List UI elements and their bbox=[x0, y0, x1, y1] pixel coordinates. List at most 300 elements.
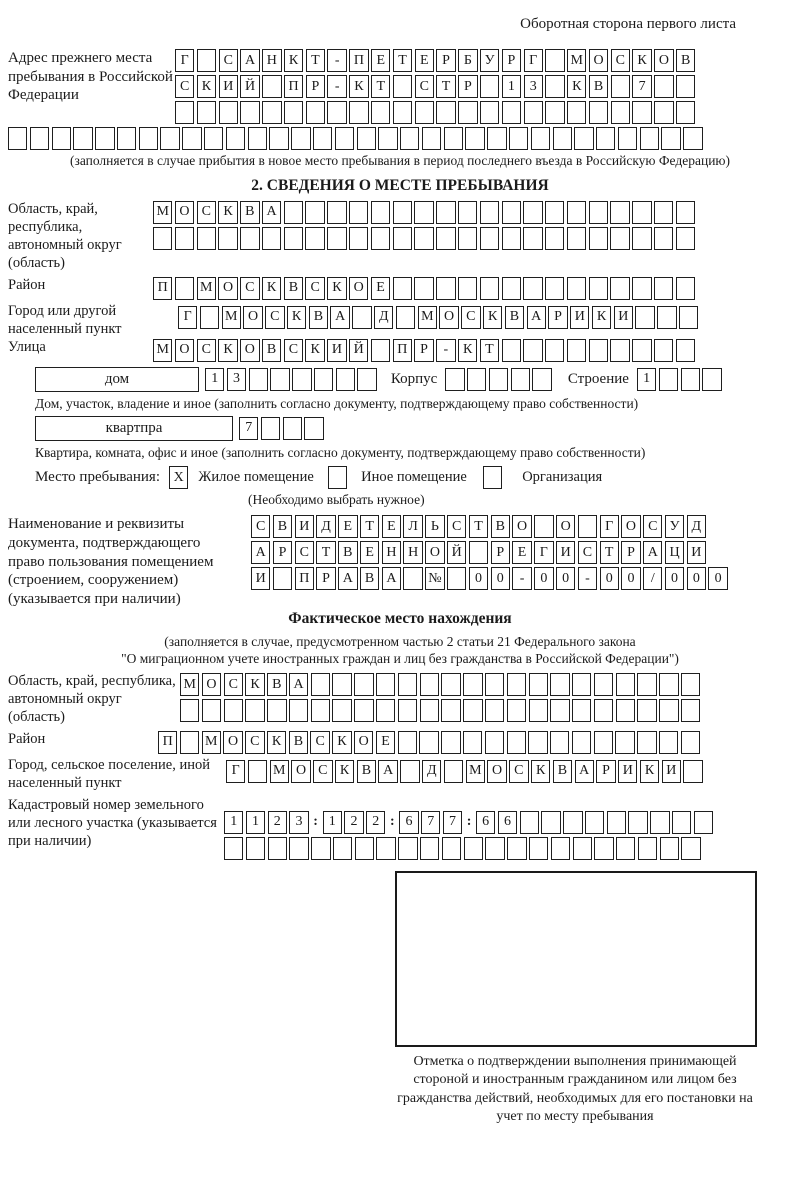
char-box[interactable]: Б bbox=[458, 49, 477, 72]
char-box[interactable] bbox=[336, 368, 355, 391]
char-box[interactable] bbox=[509, 127, 528, 150]
char-box[interactable] bbox=[327, 201, 346, 224]
char-box[interactable]: П bbox=[295, 567, 314, 590]
char-box[interactable] bbox=[585, 811, 604, 834]
char-box[interactable] bbox=[632, 339, 651, 362]
char-box[interactable] bbox=[371, 201, 390, 224]
char-box[interactable]: А bbox=[338, 567, 357, 590]
char-box[interactable] bbox=[393, 101, 412, 124]
char-box[interactable] bbox=[567, 339, 586, 362]
char-box[interactable]: С bbox=[310, 731, 329, 754]
char-box[interactable] bbox=[635, 306, 654, 329]
char-box[interactable]: С bbox=[219, 49, 238, 72]
char-box[interactable]: - bbox=[578, 567, 597, 590]
char-box[interactable]: Н bbox=[382, 541, 401, 564]
char-box[interactable] bbox=[327, 101, 346, 124]
char-box[interactable]: С bbox=[461, 306, 480, 329]
char-box[interactable]: О bbox=[439, 306, 458, 329]
char-box[interactable] bbox=[463, 699, 482, 722]
char-box[interactable]: И bbox=[570, 306, 589, 329]
char-box[interactable] bbox=[594, 837, 613, 860]
char-box[interactable] bbox=[240, 227, 259, 250]
char-box[interactable]: Т bbox=[436, 75, 455, 98]
char-box[interactable] bbox=[611, 75, 630, 98]
char-box[interactable]: Р bbox=[596, 760, 615, 783]
char-box[interactable] bbox=[610, 277, 629, 300]
char-box[interactable]: Р bbox=[316, 567, 335, 590]
char-box[interactable] bbox=[567, 201, 586, 224]
char-box[interactable] bbox=[594, 699, 613, 722]
char-box[interactable]: В bbox=[357, 760, 376, 783]
char-box[interactable]: К bbox=[287, 306, 306, 329]
char-box[interactable]: Т bbox=[306, 49, 325, 72]
char-box[interactable] bbox=[523, 277, 542, 300]
char-box[interactable] bbox=[659, 731, 678, 754]
char-box[interactable]: С bbox=[643, 515, 662, 538]
char-box[interactable]: С bbox=[578, 541, 597, 564]
char-box[interactable] bbox=[628, 811, 647, 834]
char-box[interactable] bbox=[676, 227, 695, 250]
char-box[interactable]: К bbox=[218, 201, 237, 224]
char-box[interactable] bbox=[618, 127, 637, 150]
char-box[interactable] bbox=[291, 127, 310, 150]
char-box[interactable]: 6 bbox=[399, 811, 418, 834]
char-box[interactable] bbox=[589, 201, 608, 224]
char-box[interactable]: Р bbox=[502, 49, 521, 72]
char-box[interactable]: К bbox=[640, 760, 659, 783]
char-box[interactable] bbox=[640, 127, 659, 150]
char-box[interactable]: А bbox=[378, 760, 397, 783]
char-box[interactable] bbox=[441, 699, 460, 722]
char-box[interactable] bbox=[400, 127, 419, 150]
char-box[interactable]: С bbox=[295, 541, 314, 564]
char-box[interactable] bbox=[270, 368, 289, 391]
char-box[interactable]: 7 bbox=[632, 75, 651, 98]
char-box[interactable]: М bbox=[418, 306, 437, 329]
char-box[interactable] bbox=[224, 699, 243, 722]
char-box[interactable] bbox=[197, 101, 216, 124]
char-box[interactable]: А bbox=[240, 49, 259, 72]
char-box[interactable] bbox=[463, 731, 482, 754]
char-box[interactable] bbox=[659, 368, 678, 391]
char-box[interactable] bbox=[352, 306, 371, 329]
char-box[interactable] bbox=[594, 673, 613, 696]
char-box[interactable]: Е bbox=[371, 49, 390, 72]
checkbox-other-premises[interactable] bbox=[328, 466, 347, 489]
char-box[interactable]: В bbox=[553, 760, 572, 783]
char-box[interactable]: / bbox=[643, 567, 662, 590]
char-box[interactable]: А bbox=[262, 201, 281, 224]
char-box[interactable] bbox=[349, 101, 368, 124]
char-box[interactable]: 0 bbox=[556, 567, 575, 590]
char-box[interactable] bbox=[378, 127, 397, 150]
char-box[interactable]: О bbox=[621, 515, 640, 538]
char-box[interactable] bbox=[73, 127, 92, 150]
char-box[interactable] bbox=[545, 277, 564, 300]
char-box[interactable] bbox=[333, 837, 352, 860]
char-box[interactable] bbox=[469, 541, 488, 564]
char-box[interactable] bbox=[507, 837, 526, 860]
char-box[interactable]: И bbox=[251, 567, 270, 590]
char-box[interactable] bbox=[480, 227, 499, 250]
char-box[interactable]: А bbox=[643, 541, 662, 564]
char-box[interactable] bbox=[332, 673, 351, 696]
char-box[interactable] bbox=[485, 673, 504, 696]
char-box[interactable] bbox=[483, 466, 502, 489]
char-box[interactable]: № bbox=[425, 567, 444, 590]
char-box[interactable]: Д bbox=[687, 515, 706, 538]
char-box[interactable] bbox=[520, 811, 539, 834]
char-box[interactable] bbox=[489, 368, 508, 391]
char-box[interactable]: Н bbox=[403, 541, 422, 564]
char-box[interactable]: Й bbox=[349, 339, 368, 362]
char-box[interactable] bbox=[328, 466, 347, 489]
char-box[interactable]: И bbox=[556, 541, 575, 564]
char-box[interactable]: Е bbox=[338, 515, 357, 538]
char-box[interactable] bbox=[371, 339, 390, 362]
char-box[interactable]: А bbox=[251, 541, 270, 564]
char-box[interactable] bbox=[447, 567, 466, 590]
char-box[interactable]: О bbox=[425, 541, 444, 564]
char-box[interactable] bbox=[659, 699, 678, 722]
char-box[interactable] bbox=[8, 127, 27, 150]
char-box[interactable] bbox=[523, 227, 542, 250]
char-box[interactable] bbox=[702, 368, 721, 391]
char-box[interactable] bbox=[480, 101, 499, 124]
char-box[interactable]: У bbox=[665, 515, 684, 538]
char-box[interactable] bbox=[262, 101, 281, 124]
char-box[interactable] bbox=[332, 699, 351, 722]
char-box[interactable] bbox=[502, 277, 521, 300]
char-box[interactable]: И bbox=[687, 541, 706, 564]
char-box[interactable] bbox=[218, 227, 237, 250]
char-box[interactable] bbox=[262, 227, 281, 250]
char-box[interactable]: И bbox=[614, 306, 633, 329]
char-box[interactable] bbox=[441, 673, 460, 696]
char-box[interactable] bbox=[458, 277, 477, 300]
char-box[interactable] bbox=[197, 49, 216, 72]
char-box[interactable]: О bbox=[202, 673, 221, 696]
char-box[interactable] bbox=[400, 760, 419, 783]
char-box[interactable] bbox=[657, 306, 676, 329]
char-box[interactable] bbox=[683, 760, 702, 783]
char-box[interactable] bbox=[534, 515, 553, 538]
char-box[interactable]: А bbox=[575, 760, 594, 783]
char-box[interactable] bbox=[681, 837, 700, 860]
char-box[interactable] bbox=[551, 837, 570, 860]
char-box[interactable]: К bbox=[262, 277, 281, 300]
char-box[interactable] bbox=[200, 306, 219, 329]
char-box[interactable] bbox=[632, 277, 651, 300]
char-box[interactable]: О bbox=[654, 49, 673, 72]
char-box[interactable]: О bbox=[291, 760, 310, 783]
char-box[interactable]: О bbox=[240, 339, 259, 362]
char-box[interactable]: В bbox=[589, 75, 608, 98]
char-box[interactable]: 1 bbox=[502, 75, 521, 98]
char-box[interactable] bbox=[246, 837, 265, 860]
char-box[interactable]: В bbox=[284, 277, 303, 300]
char-box[interactable]: 0 bbox=[469, 567, 488, 590]
char-box[interactable]: М bbox=[270, 760, 289, 783]
char-box[interactable] bbox=[415, 101, 434, 124]
char-box[interactable] bbox=[445, 368, 464, 391]
char-box[interactable] bbox=[616, 837, 635, 860]
char-box[interactable] bbox=[283, 417, 302, 440]
char-box[interactable] bbox=[660, 837, 679, 860]
char-box[interactable]: В bbox=[505, 306, 524, 329]
char-box[interactable] bbox=[550, 731, 569, 754]
char-box[interactable] bbox=[371, 101, 390, 124]
char-box[interactable] bbox=[616, 699, 635, 722]
char-box[interactable] bbox=[541, 811, 560, 834]
char-box[interactable] bbox=[117, 127, 136, 150]
char-box[interactable]: - bbox=[512, 567, 531, 590]
char-box[interactable] bbox=[563, 811, 582, 834]
char-box[interactable] bbox=[480, 75, 499, 98]
char-box[interactable]: В bbox=[491, 515, 510, 538]
char-box[interactable] bbox=[589, 339, 608, 362]
char-box[interactable] bbox=[531, 127, 550, 150]
char-box[interactable] bbox=[480, 277, 499, 300]
char-box[interactable] bbox=[442, 837, 461, 860]
char-box[interactable] bbox=[357, 368, 376, 391]
char-box[interactable] bbox=[248, 127, 267, 150]
char-box[interactable]: А bbox=[527, 306, 546, 329]
char-box[interactable]: А bbox=[330, 306, 349, 329]
char-box[interactable]: 0 bbox=[665, 567, 684, 590]
char-box[interactable] bbox=[393, 201, 412, 224]
char-box[interactable] bbox=[683, 127, 702, 150]
char-box[interactable]: 7 bbox=[239, 417, 258, 440]
char-box[interactable]: Г bbox=[524, 49, 543, 72]
char-box[interactable]: К bbox=[349, 75, 368, 98]
char-box[interactable] bbox=[284, 201, 303, 224]
char-box[interactable]: К bbox=[284, 49, 303, 72]
char-box[interactable] bbox=[545, 227, 564, 250]
char-box[interactable] bbox=[393, 75, 412, 98]
char-box[interactable] bbox=[637, 731, 656, 754]
char-box[interactable] bbox=[681, 673, 700, 696]
char-box[interactable] bbox=[487, 127, 506, 150]
char-box[interactable]: Р bbox=[414, 339, 433, 362]
char-box[interactable] bbox=[52, 127, 71, 150]
char-box[interactable]: М bbox=[197, 277, 216, 300]
char-box[interactable] bbox=[502, 201, 521, 224]
char-box[interactable]: К bbox=[531, 760, 550, 783]
char-box[interactable] bbox=[371, 227, 390, 250]
char-box[interactable]: - bbox=[436, 339, 455, 362]
char-box[interactable] bbox=[654, 339, 673, 362]
char-box[interactable] bbox=[393, 277, 412, 300]
char-box[interactable] bbox=[311, 699, 330, 722]
char-box[interactable]: М bbox=[202, 731, 221, 754]
char-box[interactable]: Ц bbox=[665, 541, 684, 564]
char-box[interactable]: Г bbox=[226, 760, 245, 783]
char-box[interactable]: О bbox=[175, 339, 194, 362]
char-box[interactable]: 3 bbox=[524, 75, 543, 98]
char-box[interactable]: Т bbox=[371, 75, 390, 98]
char-box[interactable]: В bbox=[289, 731, 308, 754]
char-box[interactable] bbox=[694, 811, 713, 834]
char-box[interactable] bbox=[676, 201, 695, 224]
char-box[interactable] bbox=[202, 699, 221, 722]
char-box[interactable]: В bbox=[240, 201, 259, 224]
char-box[interactable]: 1 bbox=[323, 811, 342, 834]
char-box[interactable]: П bbox=[393, 339, 412, 362]
char-box[interactable] bbox=[261, 417, 280, 440]
char-box[interactable] bbox=[436, 201, 455, 224]
char-box[interactable] bbox=[502, 339, 521, 362]
char-box[interactable]: О bbox=[175, 201, 194, 224]
char-box[interactable]: О bbox=[349, 277, 368, 300]
char-box[interactable] bbox=[679, 306, 698, 329]
char-box[interactable]: Е bbox=[376, 731, 395, 754]
char-box[interactable]: В bbox=[309, 306, 328, 329]
char-box[interactable]: С bbox=[447, 515, 466, 538]
char-box[interactable] bbox=[545, 75, 564, 98]
char-box[interactable] bbox=[248, 760, 267, 783]
char-box[interactable]: 1 bbox=[224, 811, 243, 834]
char-box[interactable] bbox=[524, 101, 543, 124]
char-box[interactable]: В bbox=[676, 49, 695, 72]
char-box[interactable] bbox=[376, 699, 395, 722]
char-box[interactable] bbox=[681, 368, 700, 391]
char-box[interactable]: К bbox=[332, 731, 351, 754]
char-box[interactable]: О bbox=[589, 49, 608, 72]
char-box[interactable] bbox=[567, 277, 586, 300]
char-box[interactable]: И bbox=[295, 515, 314, 538]
char-box[interactable]: С bbox=[175, 75, 194, 98]
char-box[interactable] bbox=[354, 673, 373, 696]
char-box[interactable]: О bbox=[556, 515, 575, 538]
char-box[interactable] bbox=[572, 731, 591, 754]
char-box[interactable] bbox=[182, 127, 201, 150]
char-box[interactable] bbox=[465, 127, 484, 150]
char-box[interactable]: П bbox=[153, 277, 172, 300]
char-box[interactable] bbox=[463, 673, 482, 696]
char-box[interactable] bbox=[160, 127, 179, 150]
char-box[interactable] bbox=[327, 227, 346, 250]
char-box[interactable] bbox=[267, 699, 286, 722]
char-box[interactable]: Р bbox=[621, 541, 640, 564]
char-box[interactable] bbox=[502, 101, 521, 124]
char-box[interactable] bbox=[444, 760, 463, 783]
char-box[interactable] bbox=[545, 101, 564, 124]
char-box[interactable] bbox=[637, 673, 656, 696]
char-box[interactable]: В bbox=[273, 515, 292, 538]
char-box[interactable]: Г bbox=[600, 515, 619, 538]
char-box[interactable]: Р bbox=[458, 75, 477, 98]
char-box[interactable]: Т bbox=[316, 541, 335, 564]
char-box[interactable] bbox=[589, 227, 608, 250]
char-box[interactable] bbox=[398, 673, 417, 696]
char-box[interactable]: 0 bbox=[534, 567, 553, 590]
char-box[interactable] bbox=[354, 699, 373, 722]
char-box[interactable] bbox=[632, 101, 651, 124]
char-box[interactable] bbox=[403, 567, 422, 590]
char-box[interactable]: К bbox=[197, 75, 216, 98]
char-box[interactable]: Ь bbox=[425, 515, 444, 538]
char-box[interactable]: 7 bbox=[443, 811, 462, 834]
char-box[interactable]: К bbox=[218, 339, 237, 362]
char-box[interactable]: С bbox=[313, 760, 332, 783]
char-box[interactable]: К bbox=[567, 75, 586, 98]
char-box[interactable]: В bbox=[262, 339, 281, 362]
char-box[interactable]: С bbox=[305, 277, 324, 300]
char-box[interactable]: 1 bbox=[637, 368, 656, 391]
char-box[interactable] bbox=[458, 227, 477, 250]
char-box[interactable]: С bbox=[265, 306, 284, 329]
char-box[interactable]: К bbox=[458, 339, 477, 362]
char-box[interactable] bbox=[507, 731, 526, 754]
char-box[interactable] bbox=[289, 837, 308, 860]
char-box[interactable] bbox=[422, 127, 441, 150]
char-box[interactable] bbox=[507, 699, 526, 722]
char-box[interactable]: В bbox=[338, 541, 357, 564]
char-box[interactable] bbox=[289, 699, 308, 722]
char-box[interactable]: Й bbox=[447, 541, 466, 564]
char-box[interactable]: У bbox=[480, 49, 499, 72]
char-box[interactable]: В bbox=[360, 567, 379, 590]
char-box[interactable] bbox=[306, 101, 325, 124]
char-box[interactable]: Г bbox=[534, 541, 553, 564]
char-box[interactable]: О bbox=[243, 306, 262, 329]
char-box[interactable]: И bbox=[327, 339, 346, 362]
char-box[interactable] bbox=[654, 227, 673, 250]
char-box[interactable] bbox=[444, 127, 463, 150]
char-box[interactable]: К bbox=[592, 306, 611, 329]
char-box[interactable] bbox=[398, 837, 417, 860]
char-box[interactable] bbox=[245, 699, 264, 722]
char-box[interactable]: 1 bbox=[246, 811, 265, 834]
char-box[interactable] bbox=[95, 127, 114, 150]
char-box[interactable] bbox=[654, 101, 673, 124]
char-box[interactable]: М bbox=[153, 339, 172, 362]
char-box[interactable]: Р bbox=[306, 75, 325, 98]
char-box[interactable]: В bbox=[267, 673, 286, 696]
char-box[interactable] bbox=[420, 837, 439, 860]
char-box[interactable] bbox=[511, 368, 530, 391]
char-box[interactable]: 3 bbox=[227, 368, 246, 391]
char-box[interactable]: 3 bbox=[289, 811, 308, 834]
char-box[interactable]: Т bbox=[393, 49, 412, 72]
char-box[interactable] bbox=[550, 673, 569, 696]
char-box[interactable] bbox=[464, 837, 483, 860]
char-box[interactable]: Т bbox=[480, 339, 499, 362]
char-box[interactable]: М bbox=[567, 49, 586, 72]
char-box[interactable] bbox=[545, 49, 564, 72]
char-box[interactable] bbox=[545, 201, 564, 224]
char-box[interactable] bbox=[335, 127, 354, 150]
char-box[interactable] bbox=[574, 127, 593, 150]
char-box[interactable]: Н bbox=[262, 49, 281, 72]
char-box[interactable] bbox=[311, 673, 330, 696]
char-box[interactable]: Г bbox=[175, 49, 194, 72]
char-box[interactable]: 2 bbox=[366, 811, 385, 834]
char-box[interactable] bbox=[240, 101, 259, 124]
char-box[interactable] bbox=[553, 127, 572, 150]
char-box[interactable] bbox=[572, 699, 591, 722]
char-box[interactable]: - bbox=[327, 49, 346, 72]
char-box[interactable]: Р bbox=[548, 306, 567, 329]
char-box[interactable]: П bbox=[349, 49, 368, 72]
char-box[interactable] bbox=[153, 227, 172, 250]
char-box[interactable]: М bbox=[180, 673, 199, 696]
char-box[interactable]: 0 bbox=[687, 567, 706, 590]
char-box[interactable]: Т bbox=[469, 515, 488, 538]
char-box[interactable] bbox=[436, 227, 455, 250]
char-box[interactable] bbox=[610, 339, 629, 362]
